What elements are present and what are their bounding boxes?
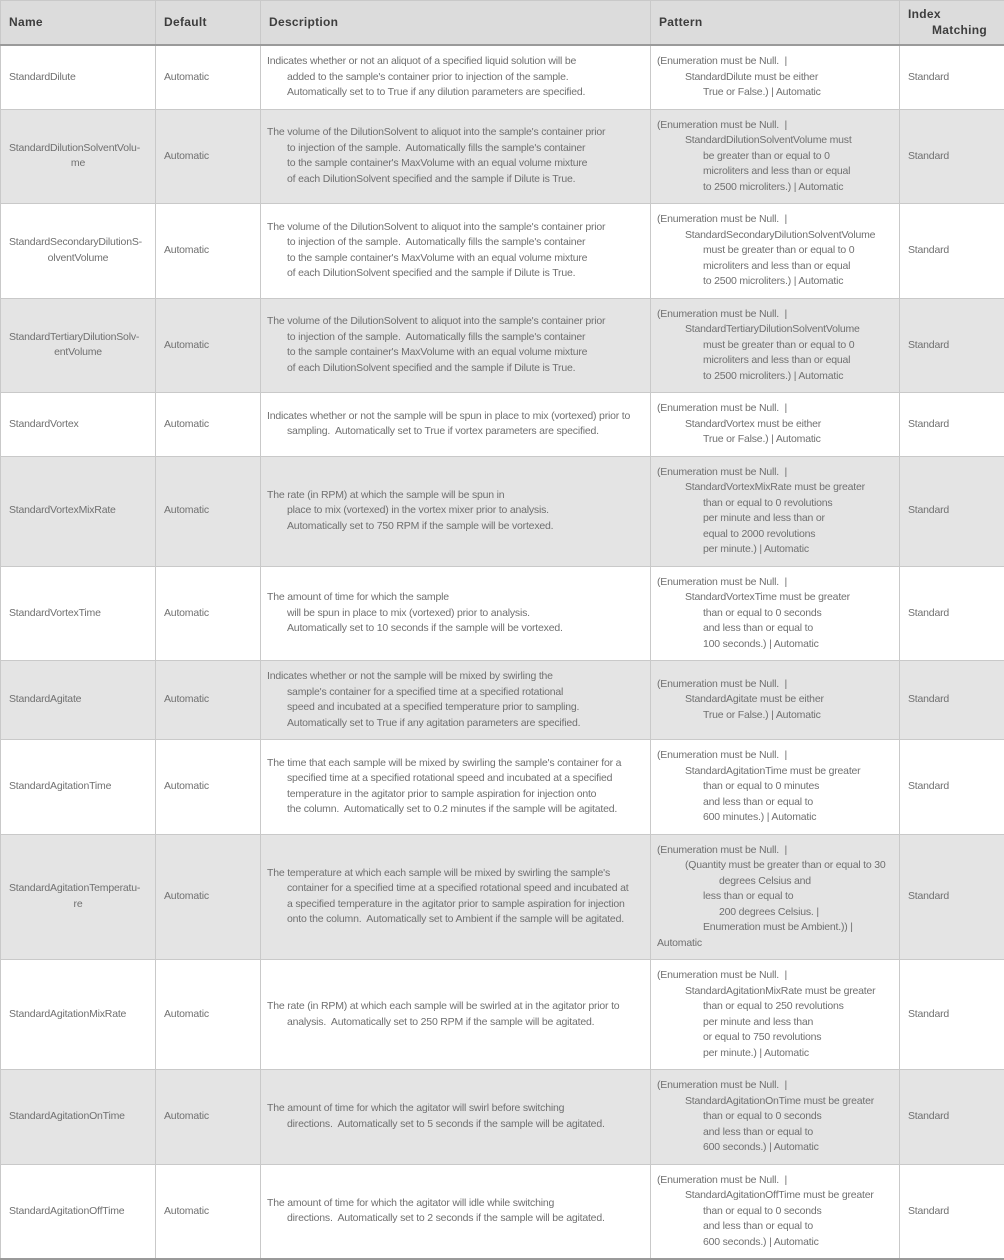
default-cell bbox=[156, 45, 261, 109]
pattern-line: and less than or equal to bbox=[657, 1219, 893, 1235]
index-matching-value: Standard bbox=[908, 889, 996, 905]
name-cell bbox=[1, 661, 156, 740]
pattern-line: StandardVortex must be either bbox=[657, 417, 893, 433]
table-row bbox=[1, 566, 1004, 661]
index-matching-value: Standard bbox=[908, 692, 996, 708]
description-line: The rate (in RPM) at which the sample will be spun in bbox=[267, 488, 644, 504]
description-line: The volume of the DilutionSolvent to aliquot into the sample's container prior bbox=[267, 125, 644, 141]
parameter-name: StandardVortexMixRate bbox=[9, 503, 147, 519]
pattern-line: StandardVortexTime must be greater bbox=[657, 590, 893, 606]
description-line: onto the column. Automatically set to Ambient if the sample will be agitated. bbox=[267, 912, 644, 928]
table-body bbox=[1, 45, 1004, 1259]
description-cell bbox=[261, 740, 651, 835]
description-line: to injection of the sample. Automatically fills the sample's container bbox=[267, 330, 644, 346]
index-matching-cell bbox=[900, 960, 1004, 1070]
description-line: will be spun in place to mix (vortexed) prior to analysis. bbox=[267, 606, 644, 622]
pattern-line: StandardAgitationMixRate must be greater bbox=[657, 984, 893, 1000]
description-cell bbox=[261, 456, 651, 566]
pattern-line: StandardTertiaryDilutionSolventVolume bbox=[657, 322, 893, 338]
column-header-name: Name bbox=[1, 1, 156, 46]
pattern-cell bbox=[651, 960, 900, 1070]
description-line: directions. Automatically set to 2 seconds if the sample will be agitated. bbox=[267, 1211, 644, 1227]
pattern-line: True or False.) | Automatic bbox=[657, 432, 893, 448]
pattern-cell bbox=[651, 109, 900, 204]
pattern-line: be greater than or equal to 0 bbox=[657, 149, 893, 165]
table-row bbox=[1, 740, 1004, 835]
description-line: to the sample container's MaxVolume with an equal volume mixture bbox=[267, 251, 644, 267]
pattern-cell bbox=[651, 1164, 900, 1259]
description-line: The volume of the DilutionSolvent to aliquot into the sample's container prior bbox=[267, 314, 644, 330]
pattern-line: per minute and less than or bbox=[657, 511, 893, 527]
default-value: Automatic bbox=[164, 417, 252, 433]
pattern-line: degrees Celsius and bbox=[657, 874, 893, 890]
default-value: Automatic bbox=[164, 1204, 252, 1220]
pattern-cell bbox=[651, 740, 900, 835]
pattern-line: per minute and less than bbox=[657, 1015, 893, 1031]
default-value: Automatic bbox=[164, 338, 252, 354]
pattern-line: microliters and less than or equal bbox=[657, 353, 893, 369]
parameter-name: StandardSecondaryDilutionS- bbox=[9, 235, 147, 251]
description-line: place to mix (vortexed) in the vortex mixer prior to analysis. bbox=[267, 503, 644, 519]
description-line: sample's container for a specified time at a specified rotational bbox=[267, 685, 644, 701]
table-row bbox=[1, 45, 1004, 109]
description-cell bbox=[261, 109, 651, 204]
description-line: temperature in the agitator prior to sample aspiration for injection onto bbox=[267, 787, 644, 803]
description-line: to injection of the sample. Automatically fills the sample's container bbox=[267, 235, 644, 251]
index-matching-cell bbox=[900, 204, 1004, 299]
pattern-line: StandardDilutionSolventVolume must bbox=[657, 133, 893, 149]
pattern-line: (Enumeration must be Null. | bbox=[657, 212, 893, 228]
pattern-line: microliters and less than or equal bbox=[657, 259, 893, 275]
description-line: to the sample container's MaxVolume with an equal volume mixture bbox=[267, 345, 644, 361]
pattern-cell bbox=[651, 566, 900, 661]
pattern-cell bbox=[651, 661, 900, 740]
description-cell bbox=[261, 45, 651, 109]
description-line: directions. Automatically set to 5 seconds if the sample will be agitated. bbox=[267, 1117, 644, 1133]
table-row bbox=[1, 393, 1004, 457]
column-header-default: Default bbox=[156, 1, 261, 46]
name-cell bbox=[1, 1070, 156, 1165]
pattern-line: than or equal to 0 revolutions bbox=[657, 496, 893, 512]
name-cell bbox=[1, 960, 156, 1070]
column-header-index-matching bbox=[900, 1, 1004, 46]
pattern-line: (Enumeration must be Null. | bbox=[657, 575, 893, 591]
pattern-line: and less than or equal to bbox=[657, 795, 893, 811]
parameter-name: StandardDilutionSolventVolu- bbox=[9, 141, 147, 157]
description-cell bbox=[261, 834, 651, 960]
index-matching-cell bbox=[900, 834, 1004, 960]
description-line: Automatically set to 10 seconds if the sample will be vortexed. bbox=[267, 621, 644, 637]
pattern-line: and less than or equal to bbox=[657, 1125, 893, 1141]
table-header bbox=[1, 1, 1004, 46]
index-matching-value: Standard bbox=[908, 149, 996, 165]
parameter-name: StandardDilute bbox=[9, 70, 147, 86]
parameter-name: re bbox=[9, 897, 147, 913]
pattern-line: to 2500 microliters.) | Automatic bbox=[657, 369, 893, 385]
table-row bbox=[1, 1164, 1004, 1259]
pattern-line: or equal to 750 revolutions bbox=[657, 1030, 893, 1046]
description-cell bbox=[261, 1164, 651, 1259]
parameter-name: olventVolume bbox=[9, 251, 147, 267]
description-line: speed and incubated at a specified temperature prior to sampling. bbox=[267, 700, 644, 716]
default-cell bbox=[156, 960, 261, 1070]
default-value: Automatic bbox=[164, 606, 252, 622]
pattern-line: 600 seconds.) | Automatic bbox=[657, 1140, 893, 1156]
description-cell bbox=[261, 298, 651, 393]
name-cell bbox=[1, 566, 156, 661]
index-matching-cell bbox=[900, 1070, 1004, 1165]
table-row bbox=[1, 204, 1004, 299]
pattern-line: microliters and less than or equal bbox=[657, 164, 893, 180]
index-matching-value: Standard bbox=[908, 338, 996, 354]
pattern-cell bbox=[651, 834, 900, 960]
table-row bbox=[1, 960, 1004, 1070]
description-line: The volume of the DilutionSolvent to aliquot into the sample's container prior bbox=[267, 220, 644, 236]
pattern-line: Enumeration must be Ambient.)) | bbox=[657, 920, 893, 936]
pattern-line: (Enumeration must be Null. | bbox=[657, 968, 893, 984]
default-cell bbox=[156, 456, 261, 566]
pattern-line: (Enumeration must be Null. | bbox=[657, 1173, 893, 1189]
description-cell bbox=[261, 204, 651, 299]
header-index-line1: Index bbox=[908, 7, 996, 23]
default-value: Automatic bbox=[164, 503, 252, 519]
name-cell bbox=[1, 45, 156, 109]
description-line: added to the sample's container prior to injection of the sample. bbox=[267, 70, 644, 86]
pattern-line: and less than or equal to bbox=[657, 621, 893, 637]
pattern-cell bbox=[651, 204, 900, 299]
default-cell bbox=[156, 1070, 261, 1165]
pattern-cell bbox=[651, 456, 900, 566]
pattern-line: per minute.) | Automatic bbox=[657, 542, 893, 558]
description-cell bbox=[261, 1070, 651, 1165]
parameter-name: StandardAgitationTime bbox=[9, 779, 147, 795]
pattern-line: must be greater than or equal to 0 bbox=[657, 338, 893, 354]
default-cell bbox=[156, 393, 261, 457]
name-cell bbox=[1, 204, 156, 299]
index-matching-value: Standard bbox=[908, 503, 996, 519]
pattern-line: (Enumeration must be Null. | bbox=[657, 118, 893, 134]
default-value: Automatic bbox=[164, 692, 252, 708]
description-line: Automatically set to 750 RPM if the sample will be vortexed. bbox=[267, 519, 644, 535]
index-matching-cell bbox=[900, 109, 1004, 204]
parameter-name: me bbox=[9, 156, 147, 172]
pattern-line: StandardDilute must be either bbox=[657, 70, 893, 86]
pattern-line: equal to 2000 revolutions bbox=[657, 527, 893, 543]
parameter-name: StandardAgitationOnTime bbox=[9, 1109, 147, 1125]
default-cell bbox=[156, 204, 261, 299]
parameter-name: StandardAgitationTemperatu- bbox=[9, 881, 147, 897]
description-cell bbox=[261, 661, 651, 740]
pattern-line: 100 seconds.) | Automatic bbox=[657, 637, 893, 653]
index-matching-value: Standard bbox=[908, 1007, 996, 1023]
description-line: The temperature at which each sample will be mixed by swirling the sample's bbox=[267, 866, 644, 882]
pattern-line: to 2500 microliters.) | Automatic bbox=[657, 274, 893, 290]
pattern-line: (Quantity must be greater than or equal to 30 bbox=[657, 858, 893, 874]
default-cell bbox=[156, 109, 261, 204]
pattern-line: StandardAgitationOffTime must be greater bbox=[657, 1188, 893, 1204]
pattern-line: (Enumeration must be Null. | bbox=[657, 748, 893, 764]
description-line: The rate (in RPM) at which each sample will be swirled at in the agitator prior to bbox=[267, 999, 644, 1015]
default-value: Automatic bbox=[164, 889, 252, 905]
pattern-line: (Enumeration must be Null. | bbox=[657, 307, 893, 323]
index-matching-cell bbox=[900, 45, 1004, 109]
pattern-line: StandardAgitationTime must be greater bbox=[657, 764, 893, 780]
pattern-line: (Enumeration must be Null. | bbox=[657, 465, 893, 481]
description-line: of each DilutionSolvent specified and the sample if Dilute is True. bbox=[267, 172, 644, 188]
column-header-pattern: Pattern bbox=[651, 1, 900, 46]
description-line: Indicates whether or not the sample will be mixed by swirling the bbox=[267, 669, 644, 685]
default-cell bbox=[156, 1164, 261, 1259]
name-cell bbox=[1, 393, 156, 457]
default-value: Automatic bbox=[164, 149, 252, 165]
index-matching-value: Standard bbox=[908, 779, 996, 795]
pattern-line: 200 degrees Celsius. | bbox=[657, 905, 893, 921]
parameter-name: StandardAgitationMixRate bbox=[9, 1007, 147, 1023]
index-matching-cell bbox=[900, 1164, 1004, 1259]
description-line: Automatically set to to True if any dilution parameters are specified. bbox=[267, 85, 644, 101]
pattern-cell bbox=[651, 45, 900, 109]
table-row bbox=[1, 298, 1004, 393]
pattern-line: Automatic bbox=[657, 936, 893, 952]
description-line: Automatically set to True if any agitation parameters are specified. bbox=[267, 716, 644, 732]
index-matching-cell bbox=[900, 566, 1004, 661]
description-cell bbox=[261, 960, 651, 1070]
pattern-line: than or equal to 0 seconds bbox=[657, 606, 893, 622]
table-row bbox=[1, 109, 1004, 204]
description-line: The amount of time for which the agitator will idle while switching bbox=[267, 1196, 644, 1212]
pattern-line: StandardSecondaryDilutionSolventVolume bbox=[657, 228, 893, 244]
pattern-cell bbox=[651, 393, 900, 457]
index-matching-value: Standard bbox=[908, 243, 996, 259]
pattern-line: must be greater than or equal to 0 bbox=[657, 243, 893, 259]
table-row bbox=[1, 661, 1004, 740]
table-row bbox=[1, 834, 1004, 960]
description-line: sampling. Automatically set to True if vortex parameters are specified. bbox=[267, 424, 644, 440]
pattern-line: 600 minutes.) | Automatic bbox=[657, 810, 893, 826]
pattern-line: StandardAgitationOnTime must be greater bbox=[657, 1094, 893, 1110]
index-matching-cell bbox=[900, 298, 1004, 393]
name-cell bbox=[1, 298, 156, 393]
parameter-name: StandardTertiaryDilutionSolv- bbox=[9, 330, 147, 346]
pattern-line: (Enumeration must be Null. | bbox=[657, 54, 893, 70]
description-line: a specified temperature in the agitator prior to sample aspiration for injection bbox=[267, 897, 644, 913]
parameter-name: StandardVortexTime bbox=[9, 606, 147, 622]
index-matching-value: Standard bbox=[908, 417, 996, 433]
default-value: Automatic bbox=[164, 243, 252, 259]
description-line: the column. Automatically set to 0.2 minutes if the sample will be agitated. bbox=[267, 802, 644, 818]
description-line: analysis. Automatically set to 250 RPM if the sample will be agitated. bbox=[267, 1015, 644, 1031]
pattern-line: True or False.) | Automatic bbox=[657, 708, 893, 724]
name-cell bbox=[1, 1164, 156, 1259]
default-cell bbox=[156, 298, 261, 393]
default-value: Automatic bbox=[164, 70, 252, 86]
table-row bbox=[1, 456, 1004, 566]
column-header-description: Description bbox=[261, 1, 651, 46]
pattern-line: (Enumeration must be Null. | bbox=[657, 843, 893, 859]
pattern-line: less than or equal to bbox=[657, 889, 893, 905]
index-matching-cell bbox=[900, 661, 1004, 740]
index-matching-cell bbox=[900, 456, 1004, 566]
pattern-line: than or equal to 0 seconds bbox=[657, 1204, 893, 1220]
header-index-line2: Matching bbox=[908, 23, 996, 39]
index-matching-cell bbox=[900, 740, 1004, 835]
pattern-line: 600 seconds.) | Automatic bbox=[657, 1235, 893, 1251]
description-line: The time that each sample will be mixed by swirling the sample's container for a bbox=[267, 756, 644, 772]
parameter-name: StandardAgitationOffTime bbox=[9, 1204, 147, 1220]
description-line: of each DilutionSolvent specified and the sample if Dilute is True. bbox=[267, 266, 644, 282]
default-cell bbox=[156, 661, 261, 740]
default-value: Automatic bbox=[164, 1109, 252, 1125]
pattern-line: than or equal to 0 seconds bbox=[657, 1109, 893, 1125]
pattern-line: True or False.) | Automatic bbox=[657, 85, 893, 101]
index-matching-value: Standard bbox=[908, 606, 996, 622]
name-cell bbox=[1, 109, 156, 204]
description-line: to the sample container's MaxVolume with an equal volume mixture bbox=[267, 156, 644, 172]
description-line: of each DilutionSolvent specified and the sample if Dilute is True. bbox=[267, 361, 644, 377]
description-line: Indicates whether or not an aliquot of a specified liquid solution will be bbox=[267, 54, 644, 70]
default-value: Automatic bbox=[164, 1007, 252, 1023]
default-value: Automatic bbox=[164, 779, 252, 795]
pattern-line: than or equal to 0 minutes bbox=[657, 779, 893, 795]
default-cell bbox=[156, 834, 261, 960]
parameter-name: entVolume bbox=[9, 345, 147, 361]
parameter-name: StandardVortex bbox=[9, 417, 147, 433]
index-matching-cell bbox=[900, 393, 1004, 457]
index-matching-value: Standard bbox=[908, 1204, 996, 1220]
description-line: Indicates whether or not the sample will be spun in place to mix (vortexed) prior to bbox=[267, 409, 644, 425]
description-line: specified time at a specified rotational speed and incubated at a specified bbox=[267, 771, 644, 787]
name-cell bbox=[1, 834, 156, 960]
description-cell bbox=[261, 393, 651, 457]
index-matching-value: Standard bbox=[908, 1109, 996, 1125]
description-line: container for a specified time at a specified rotational speed and incubated at bbox=[267, 881, 644, 897]
table-row bbox=[1, 1070, 1004, 1165]
parameter-name: StandardAgitate bbox=[9, 692, 147, 708]
description-line: to injection of the sample. Automatically fills the sample's container bbox=[267, 141, 644, 157]
pattern-line: StandardAgitate must be either bbox=[657, 692, 893, 708]
pattern-line: to 2500 microliters.) | Automatic bbox=[657, 180, 893, 196]
pattern-line: (Enumeration must be Null. | bbox=[657, 1078, 893, 1094]
pattern-line: (Enumeration must be Null. | bbox=[657, 401, 893, 417]
pattern-line: StandardVortexMixRate must be greater bbox=[657, 480, 893, 496]
pattern-cell bbox=[651, 1070, 900, 1165]
pattern-line: (Enumeration must be Null. | bbox=[657, 677, 893, 693]
default-cell bbox=[156, 740, 261, 835]
pattern-line: than or equal to 250 revolutions bbox=[657, 999, 893, 1015]
description-line: The amount of time for which the sample bbox=[267, 590, 644, 606]
description-cell bbox=[261, 566, 651, 661]
pattern-cell bbox=[651, 298, 900, 393]
header-row bbox=[1, 1, 1004, 46]
name-cell bbox=[1, 740, 156, 835]
index-matching-value: Standard bbox=[908, 70, 996, 86]
description-line: The amount of time for which the agitator will swirl before switching bbox=[267, 1101, 644, 1117]
default-cell bbox=[156, 566, 261, 661]
name-cell bbox=[1, 456, 156, 566]
pattern-line: per minute.) | Automatic bbox=[657, 1046, 893, 1062]
